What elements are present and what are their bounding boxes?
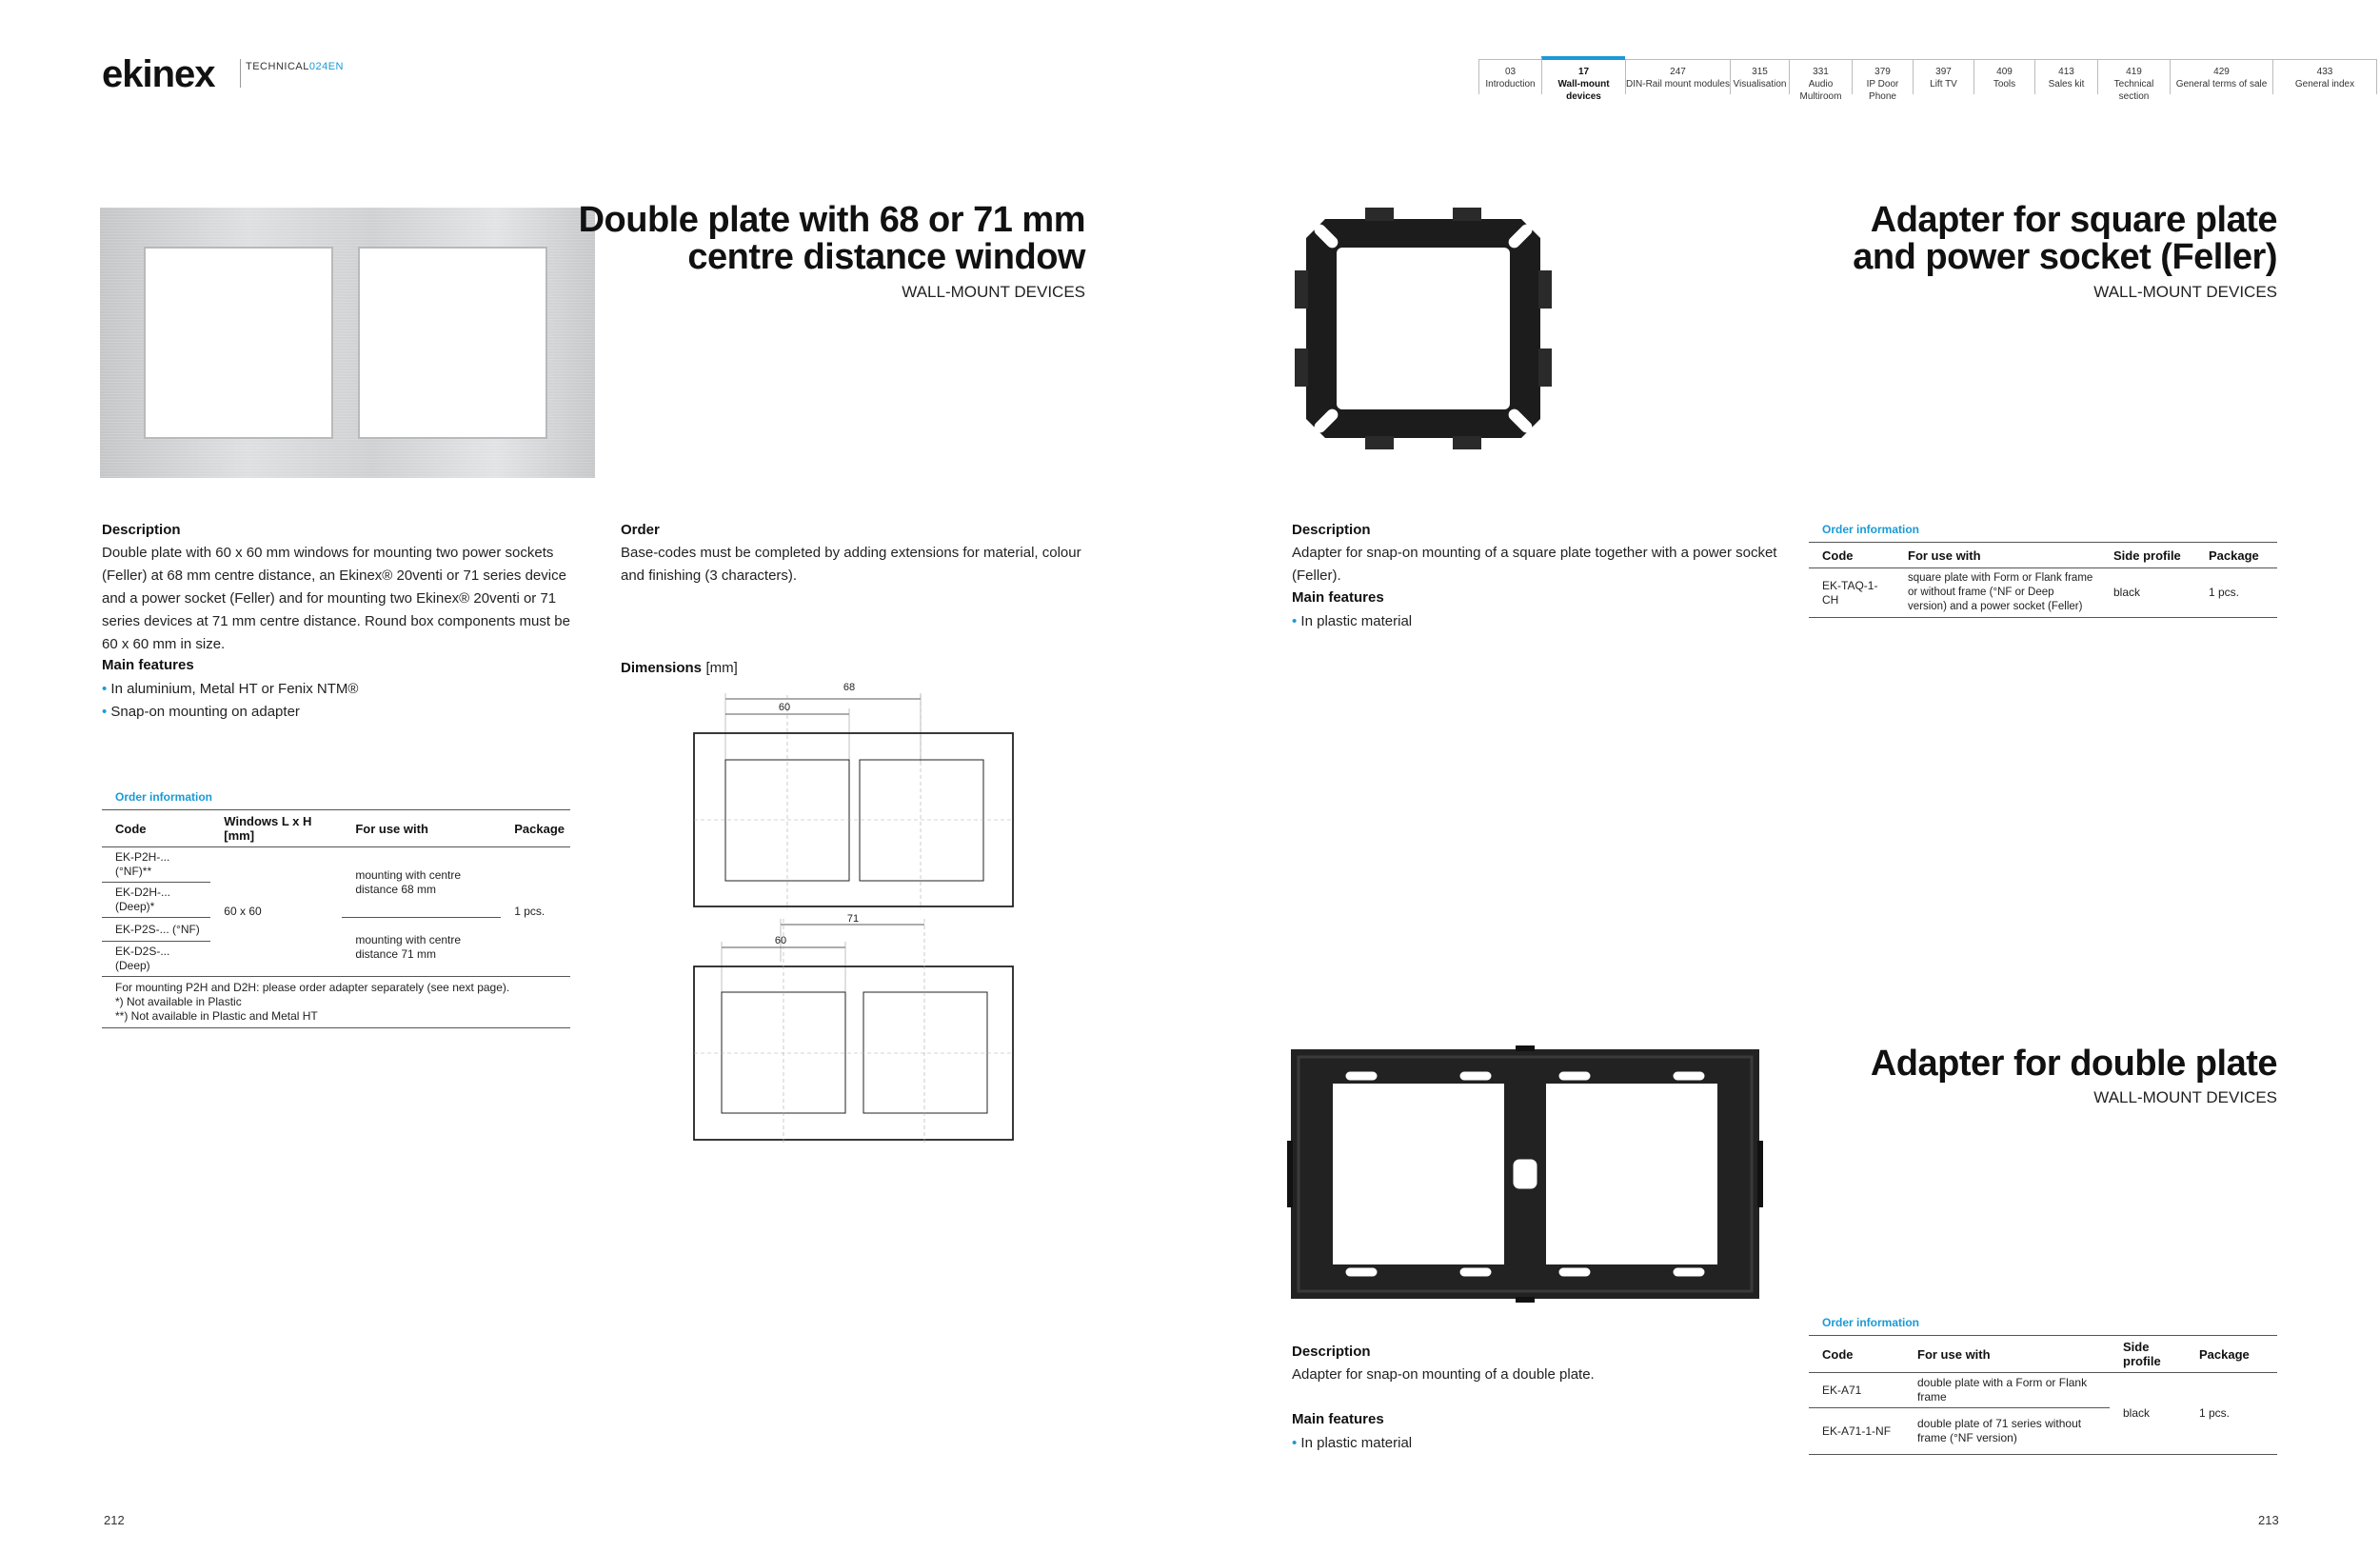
package-cell: 1 pcs. (2186, 1373, 2277, 1455)
nav-introduction[interactable] (1478, 60, 1541, 94)
side-profile-cell: black (2100, 568, 2195, 618)
nav-wall-mount-devices[interactable] (1541, 56, 1625, 102)
nav-label: Wall-mount devices (1557, 79, 1610, 102)
nav-page: 397 (1935, 67, 1952, 77)
catalogue-label-prefix: TECHNICAL (246, 61, 309, 72)
col-package: Package (2195, 543, 2277, 568)
dim-label-71: 71 (846, 913, 860, 925)
nav-label: DIN-Rail mount modules (1626, 79, 1730, 90)
page-number-left: 212 (104, 1513, 125, 1527)
table-note: **) Not available in Plastic and Metal HT (115, 1009, 318, 1023)
col-package: Package (501, 810, 570, 847)
nav-din-rail[interactable] (1625, 60, 1730, 94)
square-adapter-category: WALL-MOUNT DEVICES (2093, 283, 2277, 301)
nav-page: 429 (2213, 67, 2230, 77)
table-row (102, 847, 570, 883)
nav-label: Visualisation (1733, 79, 1787, 90)
page-number-right: 213 (2258, 1513, 2279, 1527)
use-cell: square plate with Form or Flank frame or without frame (°NF or Deep version) and a power socket (Feller) (1894, 568, 2100, 618)
col-code: Code (1809, 1336, 1904, 1373)
nav-general-index[interactable] (2272, 60, 2377, 94)
nav-label: Audio Multiroom (1799, 79, 1842, 102)
section-nav (1478, 59, 2377, 102)
order-heading: Order (621, 522, 660, 538)
dimension-drawing-71 (694, 919, 1013, 1143)
windows-cell: 60 x 60 (224, 905, 262, 918)
title-line: centre distance window (687, 237, 1085, 277)
nav-label: General terms of sale (2175, 79, 2268, 90)
double-adapter-category: WALL-MOUNT DEVICES (2093, 1088, 2277, 1106)
dim-label-68: 68 (843, 682, 856, 693)
col-code: Code (1809, 543, 1894, 568)
code-cell: EK-P2H-... (°NF)** (102, 847, 210, 883)
title-line: Adapter for square plate (1870, 200, 2277, 240)
order-text: Base-codes must be completed by adding extensions for material, colour and finishing (3 characters). (621, 545, 1081, 584)
package-cell: 1 pcs. (514, 905, 545, 918)
square-adapter-features-heading: Main features (1292, 589, 1384, 606)
dimensions-label: Dimensions (621, 660, 703, 676)
nav-label: Sales kit (2048, 79, 2085, 90)
use-cell: mounting with centre distance 71 mm (355, 932, 462, 961)
title-line: Double plate with 68 or 71 mm (578, 200, 1085, 240)
double-adapter-title: Adapter for double plate (1870, 1044, 2277, 1084)
nav-page: 03 (1504, 67, 1517, 77)
code-cell: EK-A71-1-NF (1809, 1408, 1904, 1455)
nav-page: 17 (1577, 67, 1590, 77)
use-cell: double plate with a Form or Flank frame (1904, 1373, 2110, 1408)
left-features-list (102, 678, 559, 724)
table-row (1809, 1373, 2277, 1408)
dimensions-unit: [mm] (705, 660, 738, 676)
double-plate-product-image (100, 208, 595, 478)
package-cell: 1 pcs. (2195, 568, 2277, 618)
feature-item: • Snap-on mounting on adapter (102, 701, 559, 724)
col-package: Package (2186, 1336, 2277, 1373)
square-adapter-order-table (1809, 542, 2277, 618)
nav-label: Lift TV (1930, 79, 1957, 90)
nav-tools[interactable] (1973, 60, 2034, 94)
square-adapter-description-text: Adapter for snap-on mounting of a square plate together with a power socket (Feller). (1292, 545, 1777, 584)
nav-label: IP Door Phone (1866, 79, 1899, 102)
square-adapter-title (1714, 202, 2277, 276)
table-note: *) Not available in Plastic (115, 995, 242, 1008)
nav-visualisation[interactable] (1730, 60, 1789, 94)
nav-sales-kit[interactable] (2034, 60, 2097, 94)
nav-technical-section[interactable] (2097, 60, 2170, 102)
left-product-title (533, 202, 1085, 276)
catalogue-label-code: 024EN (308, 61, 344, 72)
nav-audio-multiroom[interactable] (1789, 60, 1852, 102)
square-adapter-description-heading: Description (1292, 522, 1371, 538)
dimension-drawing (685, 676, 1019, 1152)
col-code: Code (102, 810, 210, 847)
code-cell: EK-P2S-... (°NF) (102, 918, 210, 942)
logo-divider (240, 59, 241, 88)
square-adapter-features-list (1292, 610, 1412, 633)
left-description-heading: Description (102, 522, 181, 538)
nav-page: 331 (1813, 67, 1829, 77)
nav-label: Technical section (2113, 79, 2154, 102)
left-order-table (102, 809, 570, 1028)
table-notes-row (102, 977, 570, 1028)
left-product-category: WALL-MOUNT DEVICES (902, 283, 1085, 301)
nav-lift-tv[interactable] (1913, 60, 1973, 94)
col-use: For use with (1894, 543, 2100, 568)
double-adapter-description-heading: Description (1292, 1344, 1371, 1360)
square-adapter-product-image (1287, 200, 1559, 457)
col-use: For use with (1904, 1336, 2110, 1373)
feature-item: • In plastic material (1292, 1432, 1412, 1455)
nav-page: 419 (2126, 67, 2142, 77)
double-adapter-order-table (1809, 1335, 2277, 1455)
left-features-heading: Main features (102, 657, 194, 673)
use-cell: double plate of 71 series without frame (°NF version) (1904, 1408, 2110, 1455)
nav-page: 247 (1670, 67, 1686, 77)
nav-page: 413 (2058, 67, 2074, 77)
side-profile-cell: black (2110, 1373, 2186, 1455)
nav-page: 433 (2316, 67, 2333, 77)
nav-label: Tools (1993, 79, 2016, 90)
left-order-info-label: Order information (115, 790, 213, 804)
col-side-profile: Side profile (2100, 543, 2195, 568)
double-adapter-features-list (1292, 1432, 1412, 1455)
dim-label-60-bottom: 60 (774, 935, 787, 946)
dim-label-60-top: 60 (778, 702, 791, 713)
code-cell: EK-D2H-... (Deep)* (102, 883, 210, 918)
nav-label: General index (2294, 79, 2355, 90)
feature-item: • In plastic material (1292, 610, 1412, 633)
nav-page: 409 (1996, 67, 2013, 77)
brand-logo: ekinex (102, 53, 215, 95)
use-cell: mounting with centre distance 68 mm (342, 847, 501, 918)
col-windows: Windows L x H [mm] (210, 810, 342, 847)
table-note: For mounting P2H and D2H: please order adapter separately (see next page). (115, 981, 510, 994)
nav-label: Introduction (1485, 79, 1536, 90)
double-adapter-product-image (1287, 1045, 1763, 1303)
dimension-drawing-68 (694, 693, 1013, 909)
code-cell: EK-A71 (1809, 1373, 1904, 1408)
nav-page: 315 (1752, 67, 1768, 77)
title-line: and power socket (Feller) (1853, 237, 2277, 277)
catalogue-label (246, 61, 344, 72)
code-cell: EK-TAQ-1-CH (1809, 568, 1894, 618)
nav-ip-door-phone[interactable] (1852, 60, 1913, 102)
feature-item: • In aluminium, Metal HT or Fenix NTM® (102, 678, 559, 701)
col-use: For use with (342, 810, 501, 847)
table-row (1809, 568, 2277, 618)
col-side-profile: Side profile (2110, 1336, 2186, 1373)
square-adapter-order-info-label: Order information (1822, 523, 1920, 536)
double-adapter-order-info-label: Order information (1822, 1316, 1920, 1329)
nav-page: 379 (1874, 67, 1891, 77)
double-adapter-description-text: Adapter for snap-on mounting of a double plate. (1292, 1366, 1595, 1383)
double-adapter-features-heading: Main features (1292, 1411, 1384, 1427)
code-cell: EK-D2S-... (Deep) (115, 945, 170, 972)
nav-terms-of-sale[interactable] (2170, 60, 2272, 94)
left-description-text: Double plate with 60 x 60 mm windows for mounting two power sockets (Feller) at 68 mm centre distance, an Ekinex® 20venti or 71 series device and a power socket (Feller) and for mounting two Ekinex® 20venti or 71 series devices at 71 mm centre distance. Round box components must be 60 x 60 mm in size. (102, 545, 570, 652)
